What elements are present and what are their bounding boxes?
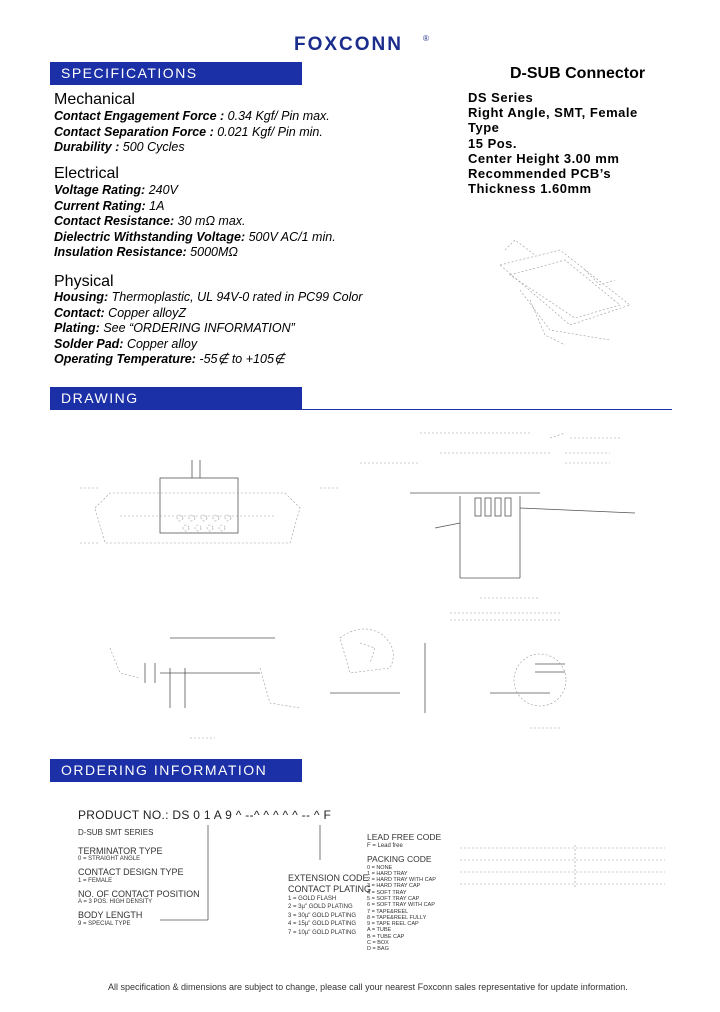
ordering-bar: ORDERING INFORMATION: [50, 759, 302, 782]
electrical-heading: Electrical: [54, 165, 119, 182]
packing-code: [367, 855, 436, 953]
spec-row: Contact Resistance: 30 mΩ max.: [54, 214, 246, 228]
ordering-field-head: CONTACT DESIGN TYPE: [78, 867, 184, 877]
spec-row: Contact: Copper alloyZ: [54, 305, 186, 320]
contact-plating: [288, 885, 371, 937]
product-line: Type: [468, 120, 500, 136]
product-line: Thickness 1.60mm: [468, 181, 592, 197]
packing-item: B = TUBE CAP: [367, 933, 405, 940]
product-line: DS Series: [468, 90, 534, 105]
technical-drawing: [60, 418, 680, 758]
connector-3d-image: [490, 230, 640, 360]
packing-item: 1 = HARD TRAY: [367, 870, 408, 877]
packing-item: 3 = HARD TRAY CAP: [367, 883, 421, 890]
lead-free-item: F = Lead free: [367, 842, 403, 849]
spec-row: Contact Separation Force : 0.021 Kgf/ Pin min.: [54, 124, 323, 139]
packing-item: 9 = TAPE REEL CAP: [367, 921, 419, 928]
ordering-field-head: BODY LENGTH: [78, 910, 143, 920]
plating-item: 3 = 30µ" GOLD PLATING: [288, 912, 357, 919]
product-line: Right Angle, SMT, Female: [468, 105, 638, 121]
packing-item: 8 = TAPE&REEL FULLY: [367, 914, 427, 921]
physical-heading: Physical: [54, 273, 114, 290]
footer-disclaimer: All specification & dimensions are subject to change, please call your nearest Foxconn sales representative for update information.: [108, 982, 628, 992]
plating-item: 1 = GOLD FLASH: [288, 895, 337, 902]
packing-item: 4 = SOFT TRAY: [367, 889, 407, 896]
product-line: Center Height 3.00 mm: [468, 150, 620, 166]
product-description: [468, 90, 638, 196]
packing-item: D = BAG: [367, 946, 389, 953]
packing-item: 7 = TAPE&REEL: [367, 908, 409, 915]
spec-row: Insulation Resistance: 5000MΩ: [54, 245, 238, 259]
ordering-field-head: NO. OF CONTACT POSITION: [78, 888, 200, 899]
ordering-field-head: TERMINATOR TYPE: [78, 845, 163, 856]
packing-item: 5 = SOFT TRAY CAP: [367, 895, 420, 902]
spec-row: Voltage Rating: 240V: [54, 183, 178, 197]
plating-head: CONTACT PLATING: [288, 884, 372, 894]
packing-head: PACKING CODE: [367, 854, 432, 864]
product-title: D-SUB Connector: [510, 65, 646, 82]
ordering-field-item: 0 = STRAIGHT ANGLE: [78, 856, 141, 862]
registered-mark: ®: [423, 34, 429, 43]
mechanical-specs: [54, 109, 330, 156]
spec-row: Housing: Thermoplastic, UL 94V-0 rated in PC99 Color: [54, 290, 363, 304]
packing-item: 6 = SOFT TRAY WITH CAP: [367, 902, 435, 909]
packing-item: 0 = NONE: [367, 864, 393, 871]
spec-row: Plating: See “ORDERING INFORMATION”: [54, 321, 295, 335]
ordering-table: [455, 845, 670, 890]
product-number: PRODUCT NO.: DS 0 1 A 9 ^ --^ ^ ^ ^ ^ -- ^ F: [78, 808, 332, 822]
ordering-field-head: D-SUB SMT SERIES: [78, 828, 154, 837]
foxconn-logo: FOXCONN: [294, 34, 403, 55]
packing-item: A = TUBE: [367, 927, 392, 934]
extension-code: EXTENSION CODE: [288, 873, 369, 883]
packing-item: 2 = HARD TRAY WITH CAP: [367, 877, 436, 884]
ordering-field-item: A = 3 POS. HIGH DENSITY: [78, 899, 153, 905]
spec-row: Solder Pad: Copper alloy: [54, 336, 198, 351]
product-line: 15 Pos.: [468, 135, 518, 151]
spec-row: Dielectric Withstanding Voltage: 500V AC/1 min.: [54, 229, 336, 244]
product-line: Recommended PCB’s: [468, 166, 612, 182]
physical-specs: [54, 290, 362, 368]
drawing-bar: DRAWING: [50, 387, 302, 410]
lead-free-head: LEAD FREE CODE: [367, 832, 442, 842]
ordering-field-item: 1 = FEMALE: [78, 877, 113, 884]
spec-row: Durability : 500 Cycles: [54, 140, 185, 154]
electrical-specs: [54, 183, 336, 261]
packing-item: C = BOX: [367, 940, 389, 947]
plating-item: 7 = 10µ" GOLD PLATING: [288, 929, 357, 936]
drawing-bar-rule: [300, 409, 672, 410]
ordering-field-item: 9 = SPECIAL TYPE: [78, 920, 131, 927]
plating-item: 4 = 15µ" GOLD PLATING: [288, 921, 357, 927]
plating-item: 2 = 3µ" GOLD PLATING: [288, 904, 353, 910]
mechanical-heading: Mechanical: [54, 91, 135, 108]
specifications-bar: SPECIFICATIONS: [50, 62, 302, 85]
spec-row: Contact Engagement Force : 0.34 Kgf/ Pin max.: [54, 109, 330, 123]
spec-row: Current Rating: 1A: [54, 198, 165, 213]
lead-free: [367, 833, 441, 850]
spec-row: Operating Temperature: -55∉ to +105∉: [54, 352, 285, 366]
